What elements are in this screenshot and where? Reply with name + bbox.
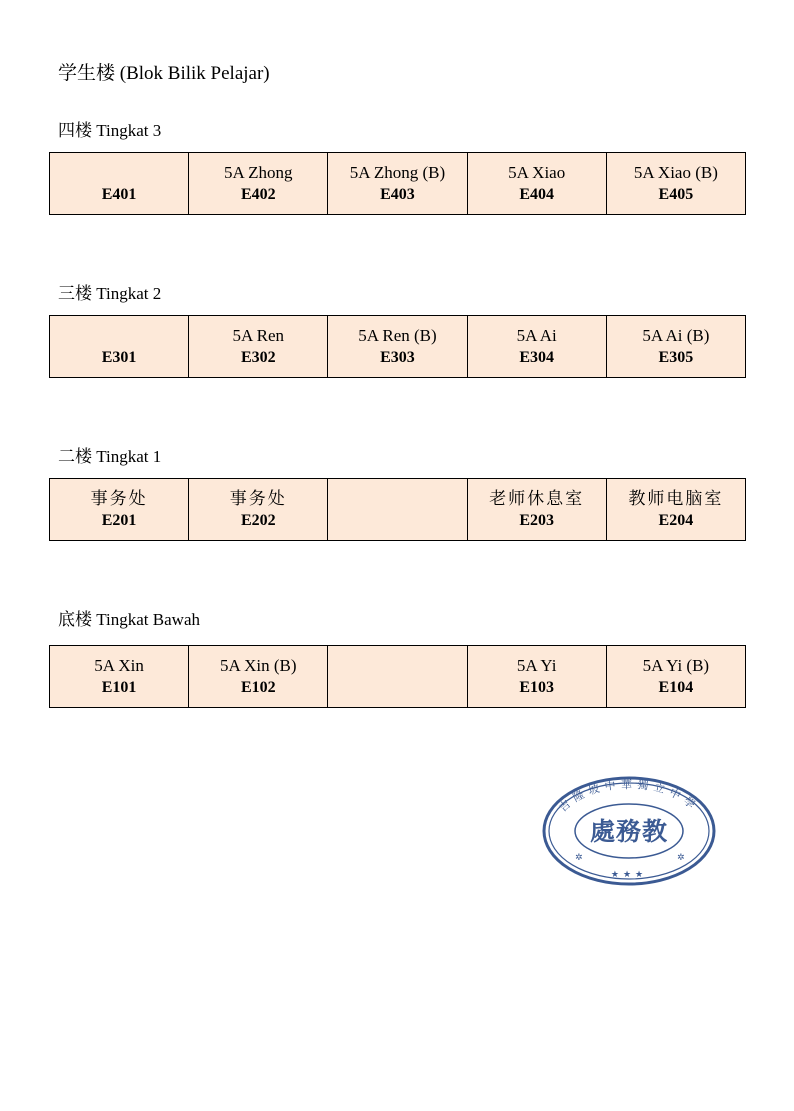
room-code: E401	[101, 185, 137, 203]
room-code: E104	[658, 678, 694, 696]
room-cell	[606, 316, 745, 378]
room-code: E304	[519, 348, 554, 366]
room-class: 老师休息室	[489, 488, 585, 509]
room-class: 5A Xiao	[508, 162, 566, 182]
room-cell	[50, 646, 189, 708]
room-class: 5A Ai	[516, 325, 557, 345]
room-table-tingkat-2	[49, 315, 746, 378]
floor-label-tingkat-2: 三楼 Tingkat 2	[58, 284, 162, 303]
room-class: 5A Ai (B)	[642, 325, 710, 345]
room-cell	[467, 316, 606, 378]
room-code: E203	[519, 511, 554, 529]
star-icon: ✲	[575, 853, 583, 863]
room-class: 5A Ren	[232, 325, 285, 345]
room-code: E302	[240, 348, 276, 366]
stamp-center-text: 處務教	[589, 817, 669, 846]
room-class: 5A Xin (B)	[220, 655, 297, 675]
room-code: E201	[101, 511, 137, 529]
room-cell	[606, 646, 745, 708]
room-code: E402	[240, 185, 276, 203]
room-class	[50, 325, 188, 347]
room-class: 事务处	[90, 488, 148, 509]
room-code: E101	[101, 678, 137, 696]
room-cell	[606, 153, 745, 215]
room-cell	[328, 153, 467, 215]
room-cell	[50, 153, 189, 215]
room-class	[328, 499, 466, 521]
room-cell	[467, 646, 606, 708]
room-code: E305	[658, 348, 694, 366]
room-cell	[50, 316, 189, 378]
room-cell-empty	[328, 479, 467, 541]
room-code: E405	[658, 185, 694, 203]
room-cell	[50, 479, 189, 541]
room-cell	[189, 316, 328, 378]
room-code: E303	[380, 348, 415, 366]
floor-label-tingkat-3: 四楼 Tingkat 3	[58, 121, 162, 140]
room-cell	[606, 479, 745, 541]
room-class: 5A Ren (B)	[358, 325, 437, 345]
room-class: 事务处	[229, 488, 287, 509]
room-class	[328, 666, 466, 688]
room-class: 5A Zhong	[224, 162, 293, 182]
room-table-tingkat-3	[49, 152, 746, 215]
room-class: 5A Yi	[516, 655, 557, 675]
room-cell	[467, 153, 606, 215]
school-stamp-seal	[541, 776, 717, 886]
room-table-tingkat-bawah	[49, 645, 746, 708]
room-code: E202	[240, 511, 276, 529]
room-class: 5A Xiao (B)	[633, 162, 718, 182]
room-class: 教师电脑室	[628, 488, 724, 509]
room-class: 5A Xin	[94, 655, 144, 675]
room-table-tingkat-1	[49, 478, 746, 541]
room-cell-empty	[328, 646, 467, 708]
room-class: 5A Zhong (B)	[349, 162, 446, 182]
star-icon: ★★★	[610, 870, 648, 880]
room-class	[50, 162, 188, 184]
room-code: E301	[101, 348, 137, 366]
room-code: E404	[519, 185, 554, 203]
page-title: 学生楼 (Blok Bilik Pelajar)	[58, 63, 270, 84]
room-cell	[467, 479, 606, 541]
room-code: E102	[240, 678, 276, 696]
stamp-ring-text: 吉隆坡中華獨立中學	[556, 778, 702, 815]
star-icon: ✲	[677, 853, 685, 863]
room-code: E403	[380, 185, 415, 203]
room-code: E204	[658, 511, 694, 529]
room-class: 5A Yi (B)	[642, 655, 710, 675]
floor-label-tingkat-1: 二楼 Tingkat 1	[58, 447, 162, 466]
room-cell	[189, 646, 328, 708]
floor-label-tingkat-bawah: 底楼 Tingkat Bawah	[58, 610, 200, 629]
room-cell	[189, 153, 328, 215]
room-cell	[328, 316, 467, 378]
room-code: E103	[519, 678, 554, 696]
room-cell	[189, 479, 328, 541]
